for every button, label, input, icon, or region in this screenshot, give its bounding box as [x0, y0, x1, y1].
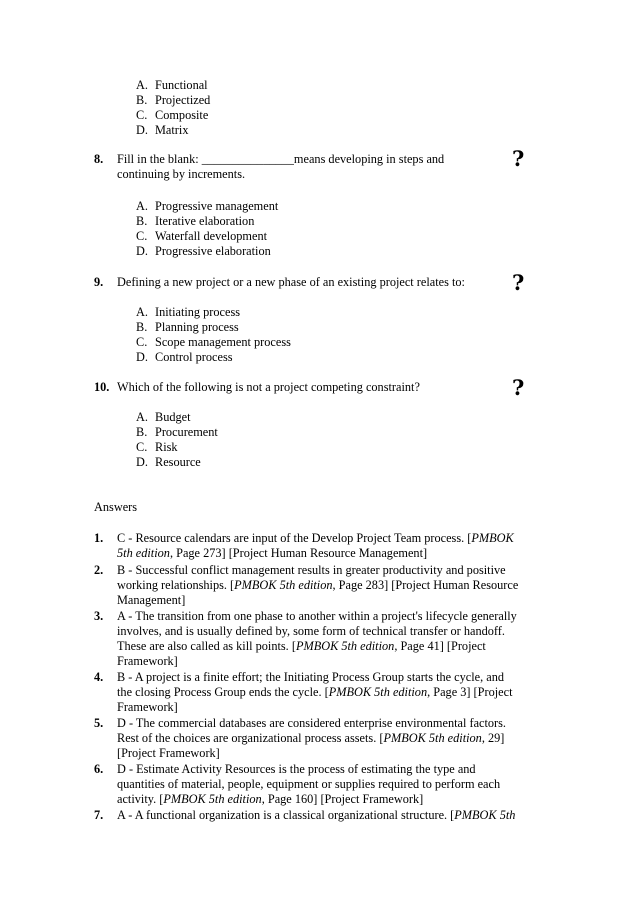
answer-text-segment: Framework]: [117, 700, 178, 714]
answer-text-segment: activity. [: [117, 792, 164, 806]
answer-text-line: [117, 639, 486, 654]
prev-question-option-letter: B.: [136, 93, 148, 107]
prev-question-option-text: Functional: [155, 78, 208, 92]
prev-question-option-letter: A.: [136, 78, 148, 92]
q8-option-text: Progressive elaboration: [155, 244, 271, 258]
answer-text-line: [117, 609, 517, 624]
q8-option-letter: B.: [136, 214, 148, 228]
q9-number: 9.: [94, 275, 104, 289]
answer-number: 2.: [94, 563, 104, 577]
answer-text-line: [117, 593, 185, 608]
q9-option-text: Initiating process: [155, 305, 241, 319]
answer-text-line: [117, 578, 518, 593]
q8-question-mark-icon: ?: [512, 146, 525, 171]
q10-option-text: Procurement: [155, 425, 218, 439]
answer-number: 5.: [94, 716, 104, 730]
q8-number: 8.: [94, 152, 104, 166]
answer-text-line: [117, 546, 427, 561]
answer-number: 6.: [94, 762, 104, 776]
answer-text-segment: , Page 160] [Project Framework]: [261, 792, 424, 806]
q10-option-text: Risk: [155, 440, 178, 454]
q8-text: continuing by increments.: [117, 167, 246, 181]
answer-citation-italic: PMBOK 5th edition: [163, 792, 262, 806]
answer-text-line: [117, 762, 476, 777]
q8-option-text: Progressive management: [155, 199, 279, 213]
q10-text: Which of the following is not a project competing constraint?: [117, 380, 420, 394]
q9-option-letter: D.: [136, 350, 148, 364]
answer-text-line: [117, 746, 220, 761]
answer-text-segment: C - Resource calendars are input of the Develop Project Team process. [: [117, 531, 472, 545]
answer-text-segment: [Project Framework]: [117, 746, 220, 760]
answer-number: 1.: [94, 531, 104, 545]
q9-option-letter: A.: [136, 305, 148, 319]
q9-option-text: Planning process: [155, 320, 239, 334]
answer-text-line: [117, 777, 500, 792]
answer-number: 7.: [94, 808, 104, 822]
q8-option-text: Waterfall development: [155, 229, 268, 243]
q8-option-text: Iterative elaboration: [155, 214, 255, 228]
answer-text-segment: , Page 273] [Project Human Resource Management]: [169, 546, 428, 560]
answer-text-line: [117, 731, 504, 746]
answer-text-segment: Framework]: [117, 654, 178, 668]
answer-text-line: [117, 624, 505, 639]
answer-citation-italic: PMBOK 5th edition: [295, 639, 395, 653]
answer-text-segment: involves, and is usually defined by, some form of technical transfer or handoff.: [117, 624, 505, 638]
q9-question-mark-icon: ?: [512, 270, 525, 295]
answer-text-segment: , Page 41] [Project: [394, 639, 486, 653]
answer-number: 4.: [94, 670, 104, 684]
prev-question-option-letter: D.: [136, 123, 148, 137]
answer-text-segment: These are also called as kill points. [: [117, 639, 296, 653]
answer-text-segment: Management]: [117, 593, 186, 607]
answer-text-line: [117, 685, 512, 700]
answer-text-segment: Rest of the choices are organizational process assets. [: [117, 731, 384, 745]
answer-text-line: [117, 792, 423, 807]
answer-text-segment: B - Successful conflict management results in greater productivity and positive: [117, 563, 506, 577]
answer-text-segment: D - Estimate Activity Resources is the process of estimating the type and: [117, 762, 476, 776]
prev-question-option-text: Composite: [155, 108, 209, 122]
q10-question-mark-icon: ?: [512, 375, 525, 400]
q10-option-letter: B.: [136, 425, 148, 439]
prev-question-option-text: Matrix: [155, 123, 189, 137]
q9-option-letter: C.: [136, 335, 148, 349]
prev-question-option-text: Projectized: [155, 93, 211, 107]
answer-number: 3.: [94, 609, 104, 623]
answer-text-line: [117, 654, 178, 669]
answer-text-segment: , 29]: [481, 731, 505, 745]
answer-text-line: [117, 808, 515, 823]
q10-option-letter: D.: [136, 455, 148, 469]
q8-option-letter: D.: [136, 244, 148, 258]
q9-option-text: Scope management process: [155, 335, 291, 349]
answer-text-line: [117, 531, 514, 546]
q9-option-letter: B.: [136, 320, 148, 334]
q10-option-letter: C.: [136, 440, 148, 454]
answer-text-line: [117, 670, 504, 685]
answer-text-segment: quantities of material, people, equipment or supplies required to perform each: [117, 777, 501, 791]
answer-text-segment: D - The commercial databases are considered enterprise environmental factors.: [117, 716, 507, 730]
answer-citation-italic: PMBOK 5th edition: [328, 685, 428, 699]
answer-text-segment: the closing Process Group ends the cycle. [: [117, 685, 329, 699]
answer-citation-italic: 5th edition: [117, 546, 170, 560]
answer-text-line: [117, 700, 178, 715]
q10-number: 10.: [94, 380, 110, 394]
answer-text-segment: A - The transition from one phase to another within a project's lifecycle generally: [117, 609, 517, 623]
q10-option-text: Resource: [155, 455, 201, 469]
q9-option-text: Control process: [155, 350, 233, 364]
prev-question-option-letter: C.: [136, 108, 148, 122]
q8-option-letter: C.: [136, 229, 148, 243]
answer-text-segment: working relationships. [: [117, 578, 235, 592]
answer-text-segment: A - A functional organization is a classical organizational structure. [: [117, 808, 455, 822]
answer-citation-italic: PMBOK 5th: [454, 808, 516, 822]
q10-option-text: Budget: [155, 410, 191, 424]
q9-text: Defining a new project or a new phase of an existing project relates to:: [117, 275, 465, 289]
q10-option-letter: A.: [136, 410, 148, 424]
q8-text: Fill in the blank: _______________means developing in steps and: [117, 152, 445, 166]
answer-citation-italic: PMBOK: [471, 531, 514, 545]
answer-text-line: [117, 563, 506, 578]
answer-text-segment: B - A project is a finite effort; the Initiating Process Group starts the cycle, and: [117, 670, 505, 684]
answer-text-line: [117, 716, 506, 731]
answers-heading: Answers: [94, 500, 138, 514]
q8-option-letter: A.: [136, 199, 148, 213]
answer-citation-italic: PMBOK 5th edition: [234, 578, 333, 592]
answer-citation-italic: PMBOK 5th edition: [383, 731, 482, 745]
answer-text-segment: , Page 283] [Project Human Resource: [332, 578, 519, 592]
answer-text-segment: , Page 3] [Project: [427, 685, 513, 699]
